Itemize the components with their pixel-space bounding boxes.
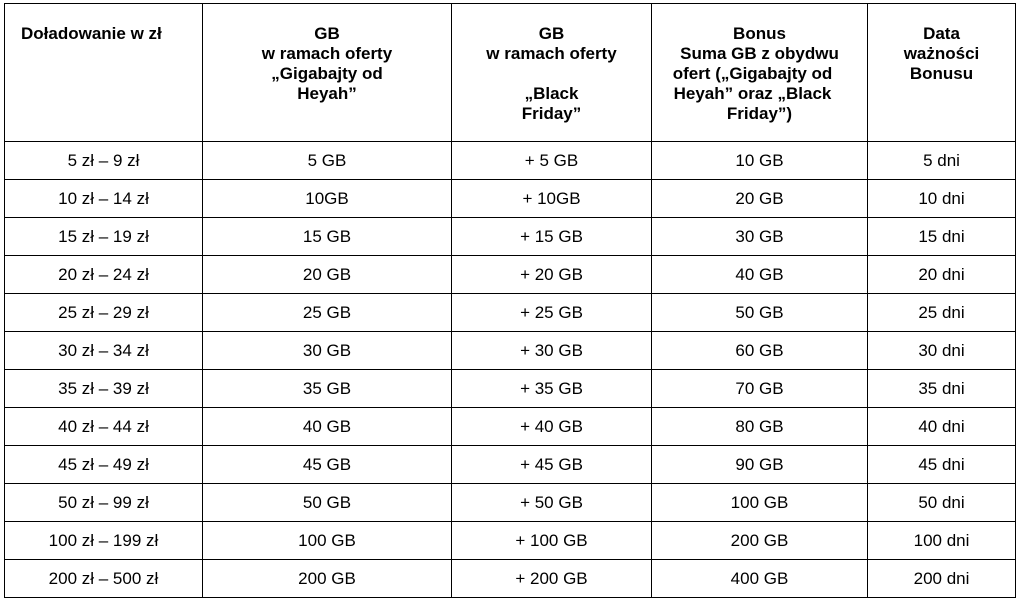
table-row (5, 332, 1016, 370)
cell-bonus-total: 30 GB (652, 218, 868, 256)
table-row (5, 218, 1016, 256)
table-row (5, 294, 1016, 332)
header-line: Suma GB z obydwu (680, 44, 839, 63)
cell-gb-gigabajty: 200 GB (203, 560, 452, 598)
header-line: GB (314, 24, 340, 43)
cell-gb-gigabajty: 35 GB (203, 370, 452, 408)
cell-gb-black-friday: + 30 GB (452, 332, 652, 370)
cell-bonus-total: 100 GB (652, 484, 868, 522)
table-body (5, 142, 1016, 598)
cell-validity: 20 dni (868, 256, 1016, 294)
header-gb-black-friday-offer (452, 4, 652, 142)
cell-topup-amount: 35 zł – 39 zł (5, 370, 203, 408)
cell-validity: 50 dni (868, 484, 1016, 522)
cell-bonus-total: 90 GB (652, 446, 868, 484)
cell-validity: 40 dni (868, 408, 1016, 446)
cell-gb-gigabajty: 50 GB (203, 484, 452, 522)
table-row (5, 370, 1016, 408)
cell-gb-black-friday: + 100 GB (452, 522, 652, 560)
cell-bonus-total: 200 GB (652, 522, 868, 560)
cell-validity: 25 dni (868, 294, 1016, 332)
bonus-table (4, 3, 1016, 598)
cell-validity: 100 dni (868, 522, 1016, 560)
cell-topup-amount: 50 zł – 99 zł (5, 484, 203, 522)
header-bonus-validity (868, 4, 1016, 142)
header-line: ważności (903, 44, 980, 63)
cell-validity: 10 dni (868, 180, 1016, 218)
header-line: GB (538, 24, 565, 43)
header-topup-amount (5, 4, 203, 142)
cell-topup-amount: 10 zł – 14 zł (5, 180, 203, 218)
table-row (5, 180, 1016, 218)
header-line: Friday”) (726, 104, 793, 123)
table-row (5, 256, 1016, 294)
table-header-row (5, 4, 1016, 142)
cell-gb-black-friday: + 35 GB (452, 370, 652, 408)
header-line: Heyah” oraz „Black (673, 84, 832, 103)
cell-gb-gigabajty: 10GB (203, 180, 452, 218)
cell-topup-amount: 45 zł – 49 zł (5, 446, 203, 484)
cell-gb-gigabajty: 25 GB (203, 294, 452, 332)
cell-topup-amount: 20 zł – 24 zł (5, 256, 203, 294)
cell-gb-black-friday: + 5 GB (452, 142, 652, 180)
cell-validity: 35 dni (868, 370, 1016, 408)
header-line: Heyah” (297, 84, 357, 103)
header-spacer (452, 64, 651, 84)
header-line: „Gigabajty od (271, 64, 383, 83)
cell-topup-amount: 200 zł – 500 zł (5, 560, 203, 598)
cell-gb-black-friday: + 50 GB (452, 484, 652, 522)
table-row (5, 560, 1016, 598)
cell-gb-gigabajty: 30 GB (203, 332, 452, 370)
cell-bonus-total: 70 GB (652, 370, 868, 408)
cell-topup-amount: 5 zł – 9 zł (5, 142, 203, 180)
cell-topup-amount: 30 zł – 34 zł (5, 332, 203, 370)
header-bonus-total (652, 4, 868, 142)
table-row (5, 484, 1016, 522)
cell-topup-amount: 25 zł – 29 zł (5, 294, 203, 332)
header-line: „Black (524, 84, 579, 103)
cell-bonus-total: 50 GB (652, 294, 868, 332)
cell-gb-gigabajty: 40 GB (203, 408, 452, 446)
cell-gb-black-friday: + 25 GB (452, 294, 652, 332)
cell-bonus-total: 400 GB (652, 560, 868, 598)
cell-gb-gigabajty: 5 GB (203, 142, 452, 180)
table-row (5, 142, 1016, 180)
cell-gb-black-friday: + 200 GB (452, 560, 652, 598)
cell-validity: 5 dni (868, 142, 1016, 180)
cell-topup-amount: 100 zł – 199 zł (5, 522, 203, 560)
cell-gb-gigabajty: 20 GB (203, 256, 452, 294)
header-line: Data (923, 24, 960, 43)
cell-gb-gigabajty: 15 GB (203, 218, 452, 256)
header-line: Friday” (521, 104, 582, 123)
header-line: Doładowanie w zł (21, 24, 162, 43)
cell-topup-amount: 40 zł – 44 zł (5, 408, 203, 446)
cell-bonus-total: 80 GB (652, 408, 868, 446)
table-row (5, 408, 1016, 446)
bonus-table-container (4, 3, 1016, 598)
cell-validity: 45 dni (868, 446, 1016, 484)
cell-bonus-total: 10 GB (652, 142, 868, 180)
table-row (5, 522, 1016, 560)
cell-gb-black-friday: + 40 GB (452, 408, 652, 446)
cell-bonus-total: 40 GB (652, 256, 868, 294)
cell-gb-gigabajty: 100 GB (203, 522, 452, 560)
cell-validity: 15 dni (868, 218, 1016, 256)
cell-validity: 200 dni (868, 560, 1016, 598)
table-row (5, 446, 1016, 484)
header-line: Bonusu (909, 64, 974, 83)
cell-bonus-total: 60 GB (652, 332, 868, 370)
cell-validity: 30 dni (868, 332, 1016, 370)
cell-gb-gigabajty: 45 GB (203, 446, 452, 484)
cell-bonus-total: 20 GB (652, 180, 868, 218)
header-gb-gigabajty-offer (203, 4, 452, 142)
cell-gb-black-friday: + 20 GB (452, 256, 652, 294)
cell-gb-black-friday: + 45 GB (452, 446, 652, 484)
cell-gb-black-friday: + 15 GB (452, 218, 652, 256)
header-line: w ramach oferty (486, 44, 617, 63)
header-line: ofert („Gigabajty od (672, 64, 833, 83)
cell-topup-amount: 15 zł – 19 zł (5, 218, 203, 256)
cell-gb-black-friday: + 10GB (452, 180, 652, 218)
header-line: w ramach oferty (261, 44, 393, 63)
header-line: Bonus (733, 24, 786, 43)
